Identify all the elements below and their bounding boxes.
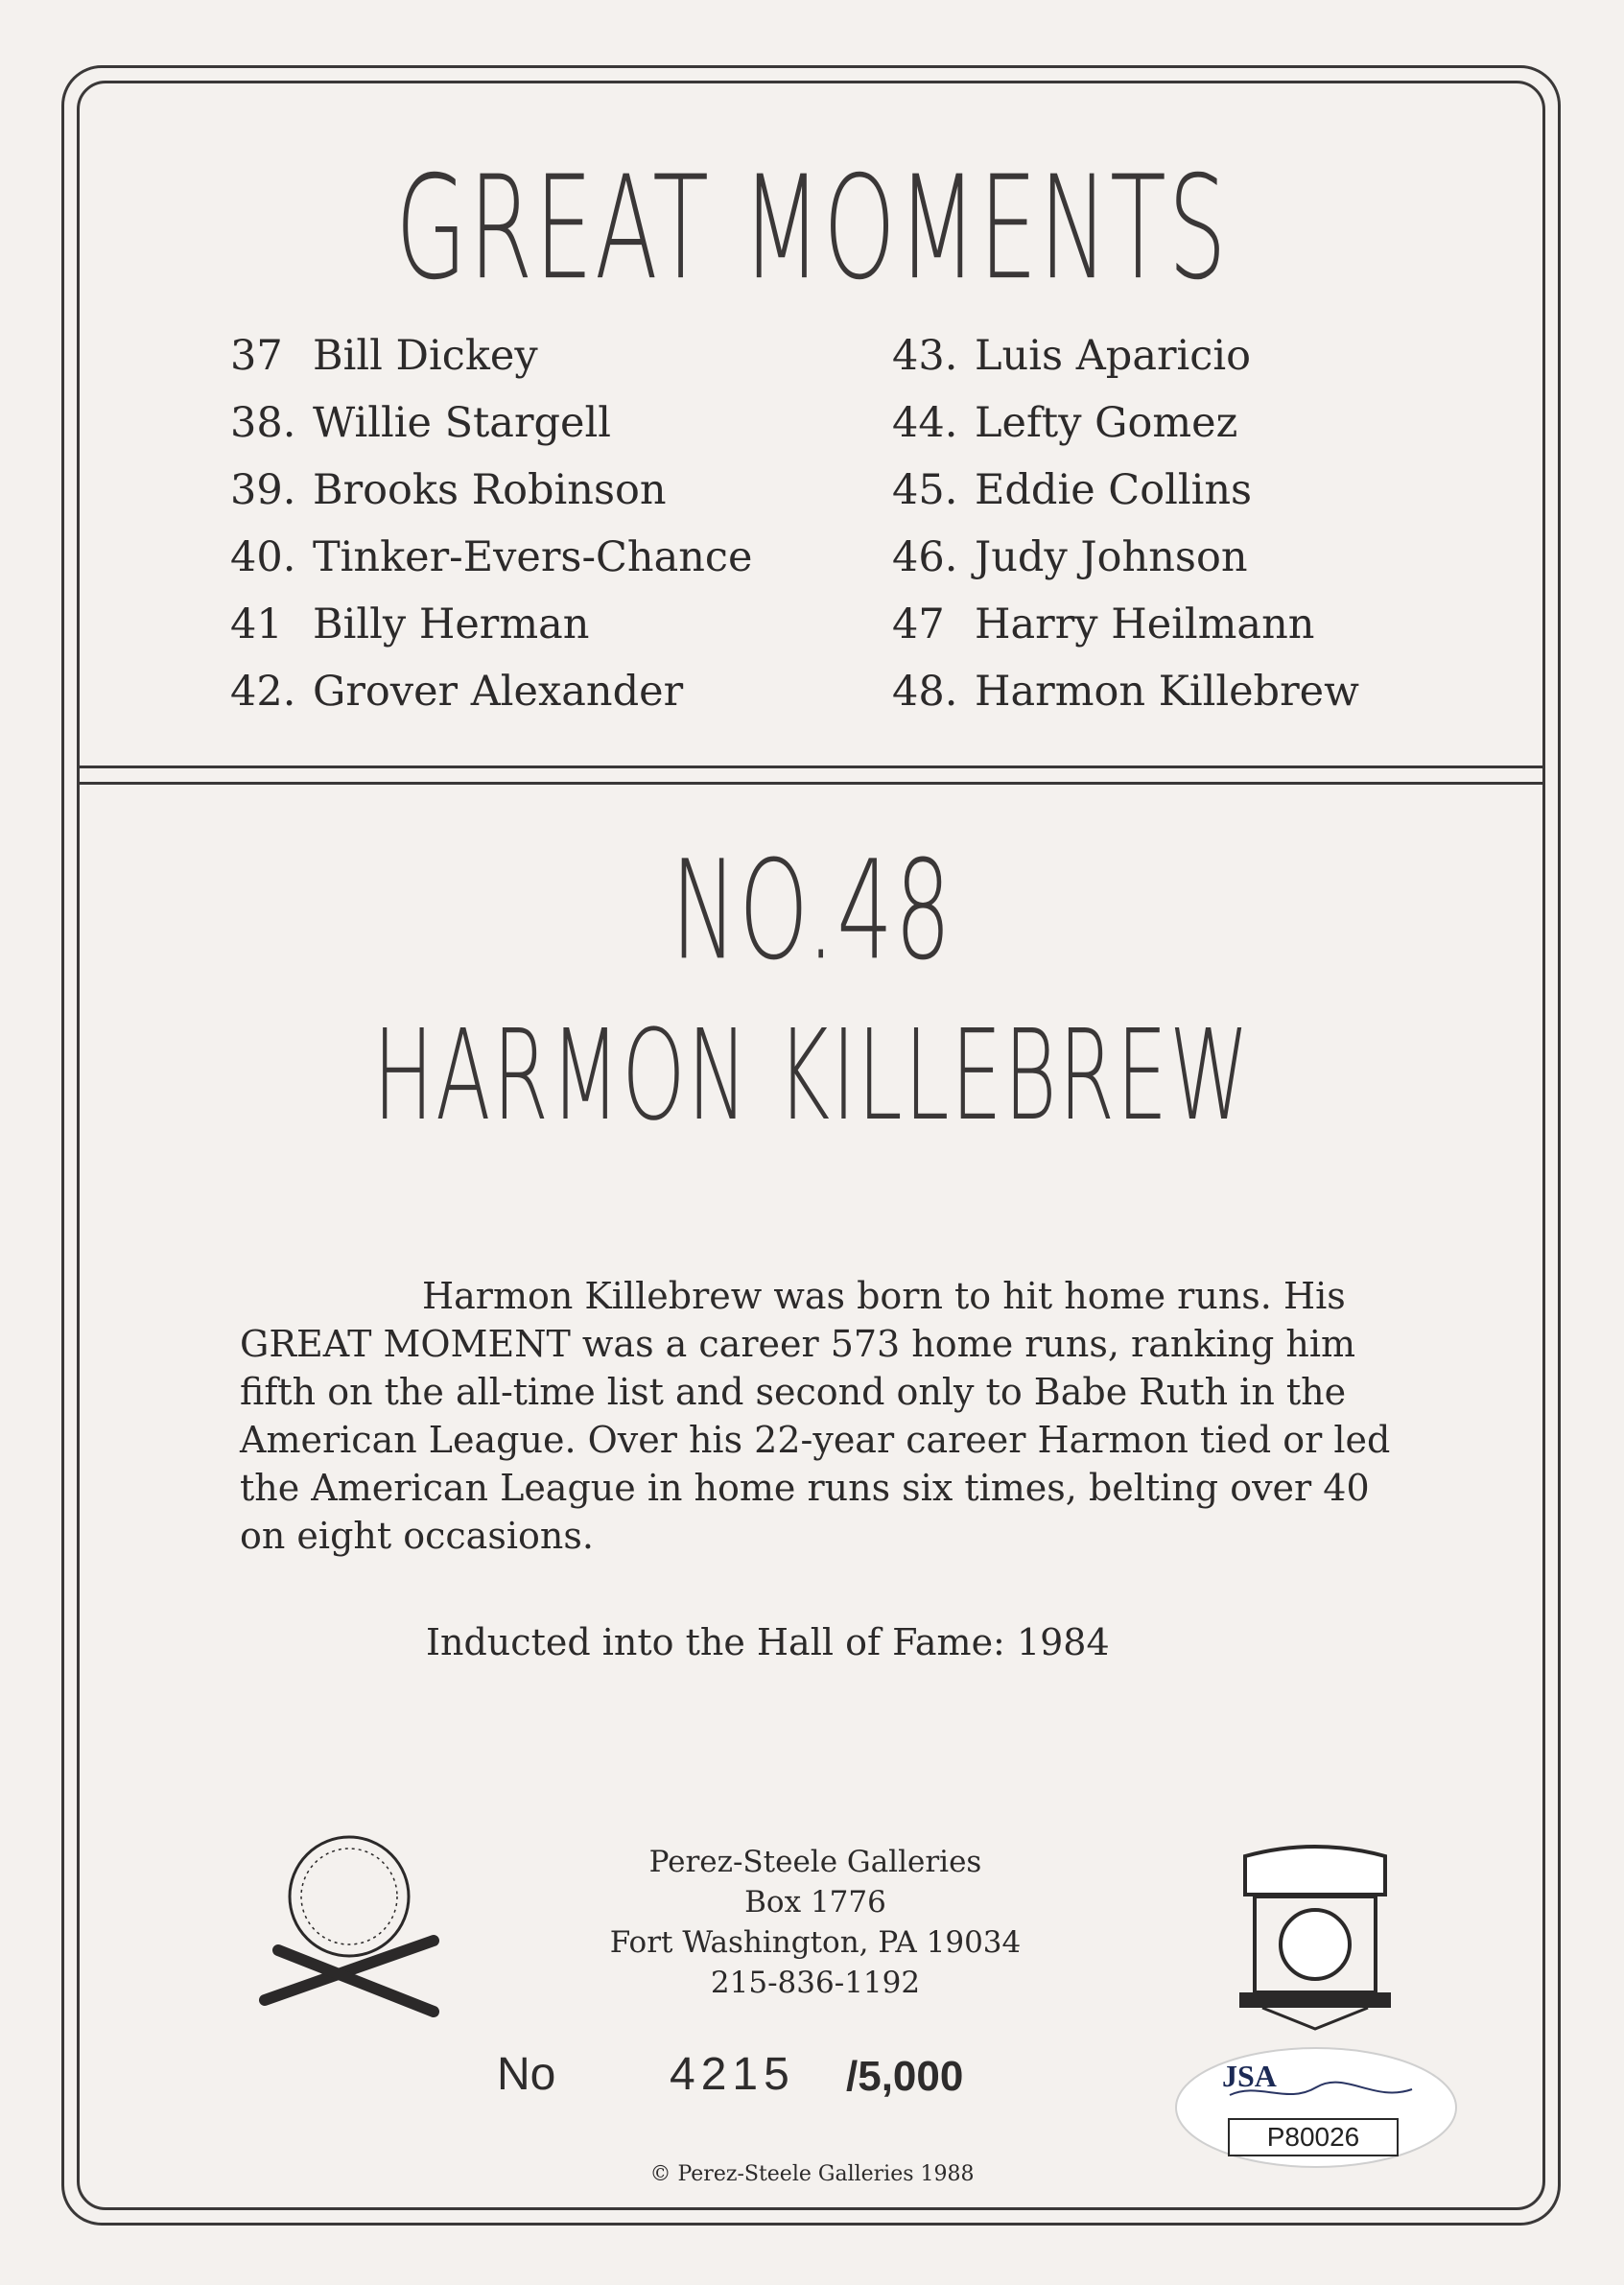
serial-total: /5,000 bbox=[846, 2053, 964, 2100]
list-item bbox=[892, 524, 1359, 591]
list-item-name: Willie Stargell bbox=[313, 399, 611, 447]
jsa-authentication-sticker bbox=[1172, 2045, 1460, 2170]
page-title: GREAT MOMENTS bbox=[395, 145, 1229, 312]
list-item bbox=[230, 322, 752, 389]
list-item-name: Lefty Gomez bbox=[975, 399, 1238, 447]
section-divider-bottom bbox=[77, 782, 1545, 785]
list-item bbox=[892, 389, 1359, 457]
list-item bbox=[230, 658, 752, 725]
roster-left-column bbox=[230, 322, 752, 725]
player-bio bbox=[240, 1272, 1410, 1560]
list-item bbox=[230, 591, 752, 658]
list-item-number: 44. bbox=[892, 399, 958, 447]
crossed-bats-icon bbox=[265, 1941, 434, 2012]
bio-paragraph: Harmon Killebrew was born to hit home runs. His GREAT MOMENT was a career 573 home runs, ranking him fifth on the all-time list and second only to Babe Ruth in the American League. Over his 22-year career Harmon tied or led the American League in home runs six times, belting over 40 on eight occasions. bbox=[240, 1275, 1391, 1557]
publisher-phone: 215-836-1192 bbox=[710, 1966, 921, 2000]
jsa-label: JSA bbox=[1222, 2059, 1277, 2093]
jsa-cert-number: P80026 bbox=[1228, 2118, 1399, 2156]
publisher-city: Fort Washington, PA 19034 bbox=[609, 1925, 1022, 1960]
list-item-number: 43. bbox=[892, 332, 958, 380]
list-item-name: Eddie Collins bbox=[975, 466, 1253, 514]
list-item-name: Bill Dickey bbox=[313, 332, 538, 380]
list-item-name: Luis Aparicio bbox=[975, 332, 1251, 380]
list-item-number: 39. bbox=[230, 466, 296, 514]
list-item-number: 38. bbox=[230, 399, 296, 447]
list-item-name: Grover Alexander bbox=[313, 668, 684, 716]
serial-number: 4215 bbox=[670, 2049, 795, 2100]
list-item-number: 42. bbox=[230, 668, 296, 716]
section-divider-top bbox=[77, 766, 1545, 768]
galleries-logo bbox=[257, 1827, 449, 2038]
roster-right-column bbox=[892, 322, 1359, 725]
publisher-address bbox=[537, 1842, 1094, 2003]
publisher-name: Perez-Steele Galleries bbox=[648, 1845, 982, 1879]
list-item bbox=[892, 322, 1359, 389]
list-item-number: 40. bbox=[230, 533, 296, 581]
list-item-name: Judy Johnson bbox=[975, 533, 1248, 581]
card-number-title: NO.48 bbox=[671, 831, 953, 991]
list-item-name: Billy Herman bbox=[313, 601, 590, 648]
list-item-number: 45. bbox=[892, 466, 958, 514]
list-item-number: 48. bbox=[892, 668, 958, 716]
list-item bbox=[892, 591, 1359, 658]
list-item-name: Harry Heilmann bbox=[975, 601, 1315, 648]
list-item-number: 46. bbox=[892, 533, 958, 581]
list-item-number: 41 bbox=[230, 601, 283, 648]
list-item-name: Harmon Killebrew bbox=[975, 668, 1359, 716]
publisher-box: Box 1776 bbox=[744, 1885, 886, 1920]
list-item-name: Brooks Robinson bbox=[313, 466, 667, 514]
list-item-name: Tinker-Evers-Chance bbox=[313, 533, 753, 581]
list-item bbox=[892, 457, 1359, 524]
list-item-number: 47 bbox=[892, 601, 945, 648]
hall-of-fame-logo bbox=[1234, 1837, 1397, 2034]
list-item bbox=[230, 457, 752, 524]
player-name-title: HARMON KILLEBREW bbox=[372, 1002, 1252, 1148]
induction-line: Inducted into the Hall of Fame: 1984 bbox=[426, 1621, 1110, 1663]
list-item-number: 37 bbox=[230, 332, 283, 380]
serial-prefix: No bbox=[497, 2049, 556, 2100]
list-item bbox=[892, 658, 1359, 725]
copyright-line: © Perez-Steele Galleries 1988 bbox=[649, 2162, 975, 2186]
list-item bbox=[230, 389, 752, 457]
list-item bbox=[230, 524, 752, 591]
